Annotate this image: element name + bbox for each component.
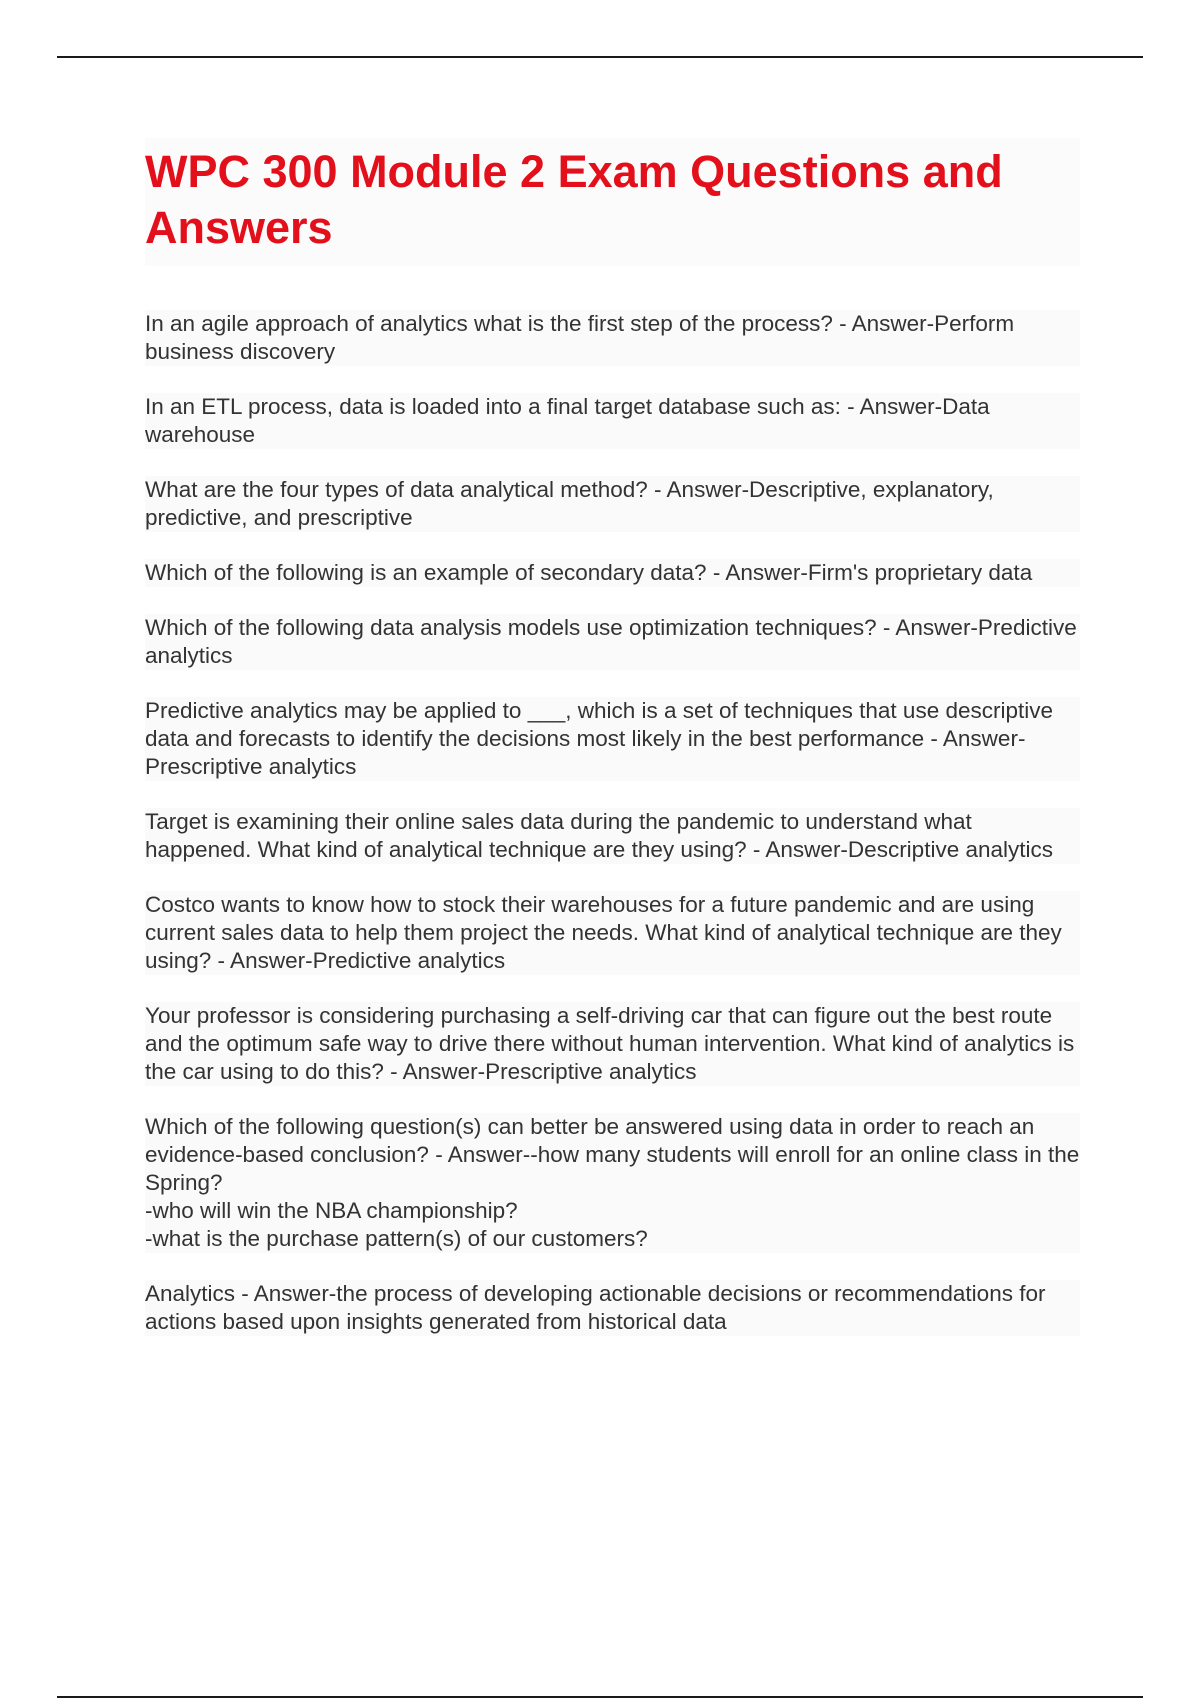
qa-item-11: Analytics - Answer-the process of developing actionable decisions or recommendations for actions based upon insights generated from historical data	[145, 1280, 1080, 1336]
qa-item-4: Which of the following is an example of secondary data? - Answer-Firm's proprietary data	[145, 559, 1080, 587]
document-body	[145, 138, 1080, 1363]
qa-list	[145, 310, 1080, 1336]
qa-item-7: Target is examining their online sales data during the pandemic to understand what happened. What kind of analytical technique are they using? - Answer-Descriptive analytics	[145, 808, 1080, 864]
bottom-rule	[57, 1696, 1143, 1698]
qa-item-9: Your professor is considering purchasing a self-driving car that can figure out the best route and the optimum safe way to drive there without human intervention. What kind of analytics is the car using to do this? - Answer-Prescriptive analytics	[145, 1002, 1080, 1086]
qa-item-1: In an agile approach of analytics what is the first step of the process? - Answer-Perform business discovery	[145, 310, 1080, 366]
document-title: WPC 300 Module 2 Exam Questions and Answers	[145, 138, 1080, 266]
qa-item-3: What are the four types of data analytical method? - Answer-Descriptive, explanatory, predictive, and prescriptive	[145, 476, 1080, 532]
top-rule	[57, 56, 1143, 58]
qa-item-10: Which of the following question(s) can better be answered using data in order to reach an evidence-based conclusion? - Answer--how many students will enroll for an online class in the Spring? -who will win the NBA championship? -what is the purchase pattern(s) of our customers?	[145, 1114, 1080, 1251]
qa-item-5: Which of the following data analysis models use optimization techniques? - Answer-Predictive analytics	[145, 614, 1080, 670]
qa-item-2: In an ETL process, data is loaded into a final target database such as: - Answer-Data warehouse	[145, 393, 1080, 449]
qa-item-8: Costco wants to know how to stock their warehouses for a future pandemic and are using current sales data to help them project the needs. What kind of analytical technique are they using? - Answer-Predictive analytics	[145, 891, 1080, 975]
qa-item-6: Predictive analytics may be applied to ___, which is a set of techniques that use descriptive data and forecasts to identify the decisions most likely in the best performance - Answer-Prescriptive analytics	[145, 697, 1080, 781]
